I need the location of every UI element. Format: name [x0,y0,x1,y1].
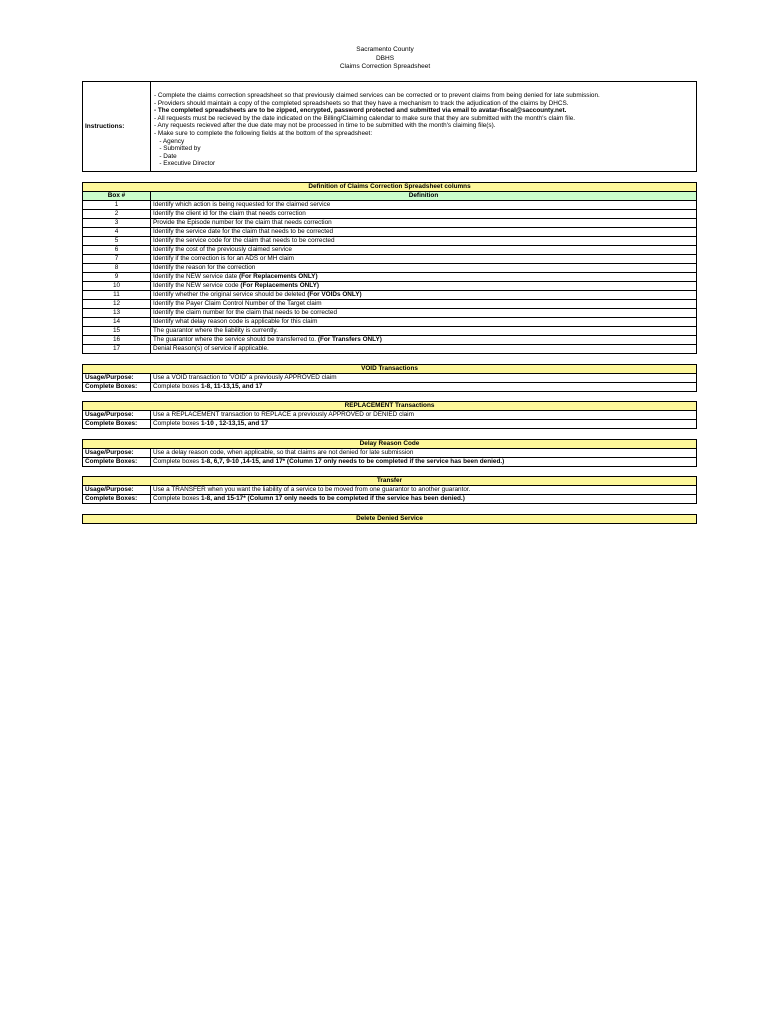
definition-row [83,246,697,255]
section-title: VOID Transactions [83,365,697,374]
definition-qualifier: (For Replacements ONLY) [238,273,318,280]
definition-cell [151,300,697,309]
usage-label: Usage/Purpose: [83,374,151,383]
definition-row [83,345,697,354]
definition-text: Identify the NEW service code [153,282,241,289]
definition-text: Denial Reason(s) of service if applicable. [153,345,269,352]
delete-denied-section [82,514,697,524]
complete-label: Complete Boxes: [83,420,151,429]
box-number: 9 [83,273,151,282]
dept-name: DBHS [375,54,395,62]
usage-text: Use a VOID transaction to 'VOID' a previously APPROVED claim [151,374,697,383]
box-number: 8 [83,264,151,273]
definition-row [83,210,697,219]
definition-row [83,219,697,228]
box-number: 13 [83,309,151,318]
section-title: Delay Reason Code [83,440,697,449]
definition-row [83,318,697,327]
instruction-line: - Make sure to complete the following fields at the bottom of the spreadsheet: [154,129,373,137]
box-number: 16 [83,336,151,345]
instruction-line: - Date [154,152,177,160]
col-header-box: Box # [83,192,151,201]
complete-cell [151,458,697,467]
definition-cell [151,309,697,318]
definition-cell [151,228,697,237]
page-header [0,46,770,72]
instruction-line: - All requests must be recieved by the date indicated on the Billing/Claiming calendar to make sure that they are submitted with the month's claim file. [154,114,576,122]
complete-boxes: 1-10 , 12-13,15, and 17 [200,420,269,427]
section-title: REPLACEMENT Transactions [83,402,697,411]
instructions-label: Instructions: [83,82,151,171]
section-title: Transfer [83,477,697,486]
page-title: Claims Correction Spreadsheet [339,63,431,70]
definition-row [83,273,697,282]
complete-label: Complete Boxes: [83,458,151,467]
complete-label: Complete Boxes: [83,383,151,392]
complete-prefix: Complete boxes [153,458,201,465]
definition-text: Identify which action is being requested for the claimed service [153,201,331,208]
definition-text: Provide the Episode number for the claim that needs correction [153,219,332,226]
usage-label: Usage/Purpose: [83,486,151,495]
instruction-line: - Executive Director [154,160,216,168]
box-number: 17 [83,345,151,354]
complete-cell [151,383,697,392]
usage-label: Usage/Purpose: [83,411,151,420]
complete-boxes: 1-8, and 15-17* (Column 17 only needs to be completed if the service has been denied.) [200,495,465,502]
definition-text: Identify the cost of the previously claimed service [153,246,292,253]
definition-row [83,255,697,264]
definition-cell [151,201,697,210]
definition-row [83,264,697,273]
definition-row [83,336,697,345]
definitions-table [82,182,697,354]
box-number: 11 [83,291,151,300]
col-header-definition: Definition [151,192,697,201]
box-number: 2 [83,210,151,219]
definition-text: Identify what delay reason code is applicable for this claim [153,318,318,325]
definition-text: Identify if the correction is for an ADS or MH claim [153,255,294,262]
usage-text: Use a delay reason code, when applicable, so that claims are not denied for late submission [151,449,697,458]
instructions-body [151,82,696,171]
definition-cell [151,291,697,300]
complete-prefix: Complete boxes [153,383,201,390]
box-number: 15 [83,327,151,336]
box-number: 14 [83,318,151,327]
definition-row [83,237,697,246]
definition-qualifier: (For Transfers ONLY) [317,336,382,343]
definition-cell [151,246,697,255]
box-number: 3 [83,219,151,228]
complete-label: Complete Boxes: [83,495,151,504]
box-number: 10 [83,282,151,291]
definition-text: Identify the reason for the correction [153,264,256,271]
definition-cell [151,282,697,291]
definition-cell [151,237,697,246]
definition-cell [151,264,697,273]
definition-cell [151,336,697,345]
definition-cell [151,345,697,354]
complete-cell [151,420,697,429]
box-number: 5 [83,237,151,246]
box-number: 12 [83,300,151,309]
definition-text: Identify whether the original service should be deleted [153,291,308,298]
delete-denied-title: Delete Denied Service [83,515,697,524]
instructions-box [82,81,697,172]
instruction-line: - Agency [154,137,185,145]
definition-text: Identify the Payer Claim Control Number of the Target claim [153,300,322,307]
instruction-line: - Submitted by [154,145,201,153]
definition-text: Identify the claim number for the claim that needs to be corrected [153,309,338,316]
box-number: 4 [83,228,151,237]
instruction-line: - The completed spreadsheets are to be zipped, encrypted, password protected and submitted via email to avatar-fiscal@saccounty.net. [154,107,567,115]
definition-row [83,309,697,318]
definition-text: The guarantor where the service should be transferred to. [153,336,318,343]
transaction-section [82,401,697,429]
definition-cell [151,210,697,219]
definition-row [83,300,697,309]
complete-prefix: Complete boxes [153,495,201,502]
complete-cell [151,495,697,504]
definition-text: Identify the client id for the claim that needs correction [153,210,306,217]
definition-qualifier: (For VOIDs ONLY) [307,291,362,298]
definition-cell [151,273,697,282]
definition-cell [151,219,697,228]
definition-text: The guarantor where the liability is currently. [153,327,278,334]
usage-label: Usage/Purpose: [83,449,151,458]
definition-row [83,291,697,300]
box-number: 6 [83,246,151,255]
definition-cell [151,327,697,336]
definition-text: Identify the service code for the claim that needs to be corrected [153,237,335,244]
org-name: Sacramento County [356,46,414,53]
instruction-line: - Providers should maintain a copy of the completed spreadsheets so that they have a mechanism to track the adjudication of the claims by DHCS. [154,99,569,107]
definition-row [83,282,697,291]
definition-cell [151,255,697,264]
definition-row [83,327,697,336]
definition-text: Identify the NEW service date [153,273,239,280]
transaction-section [82,476,697,504]
definition-row [83,201,697,210]
complete-boxes: 1-8, 11-13,15, and 17 [200,383,263,390]
transaction-section [82,364,697,392]
definition-cell [151,318,697,327]
usage-text: Use a REPLACEMENT transaction to REPLACE a previously APPROVED or DENIED claim [151,411,697,420]
instruction-line: - Any requests recieved after the due date may not be processed in time to be submitted with the month's claiming file(s). [154,122,496,130]
definitions-title: Definition of Claims Correction Spreadsheet columns [83,183,697,192]
definition-qualifier: (For Replacements ONLY) [240,282,319,289]
complete-boxes: 1-8, 6,7, 9-10 ,14-15, and 17* (Column 17 only needs to be completed if the service has been denied.) [200,458,505,465]
definition-text: Identify the service date for the claim that needs to be corrected [153,228,334,235]
complete-prefix: Complete boxes [153,420,201,427]
transaction-section [82,439,697,467]
box-number: 7 [83,255,151,264]
usage-text: Use a TRANSFER when you want the liability of a service to be moved from one guarantor to another guarantor. [151,486,697,495]
box-number: 1 [83,201,151,210]
definition-row [83,228,697,237]
instruction-line: - Complete the claims correction spreadsheet so that previously claimed services can be corrected or to prevent claims from being denied for late submission. [154,92,600,99]
